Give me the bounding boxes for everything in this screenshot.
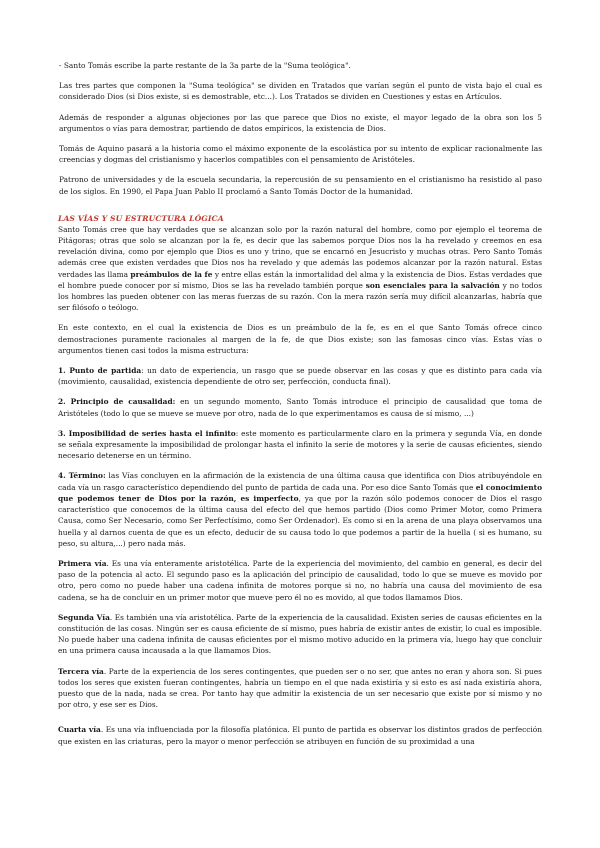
structure-step-4: 4. Término: las Vías concluyen en la afirmación de la existencia de una última causa que identifica con Dios atribuyéndole en cada vía un rasgo característico dependiendo del punto de partida de cada una. Por eso dice Santo Tomás que el conocimiento que podemos tener de Dios por la razón, es imperfecto, ya que por la razón sólo podemos conocer de Dios el rasgo característico que conocemos de la última causa del efecto del que hemos partido (Dios como Primer Motor, como Primera Causa, como Ser Necesario, como Ser Perfectísimo, como Ser Ordenador). Es como si en la arena de una playa observamos una huella y al darnos cuenta de que es un efecto, deducir de su causa todo lo que podemos a partir de la huella ( si es humano, su peso, su altura,...) pero nada más. — [58, 471, 543, 548]
structure-step-1: 1. Punto de partida: un dato de experiencia, un rasgo que se puede observar en las cosas y que es distinto para cada vía (movimiento, causalidad, existencia dependiente de otro ser, perfección, conducta final). — [58, 366, 543, 387]
section-paragraph-2: En este contexto, en el cual la existencia de Dios es un preámbulo de la fe, es en el que Santo Tomás ofrece cinco demostraciones puramente racionales al margen de la fe, de que Dios existe; son las famosas cinco vías. Estas vías o argumentos tienen casi todos la misma estructura: — [58, 323, 542, 355]
section-heading: LAS VÍAS Y SU ESTRUCTURA LÓGICA — [58, 213, 224, 223]
via-cuarta: Cuarta vía. Es una vía influenciada por la filosofía platónica. El punto de partida es observar los distintos grados de perfección que existen en las criaturas, pero la mayor o menor perfección se atribuyen en función de su proximidad a una — [58, 725, 542, 746]
intro-paragraph-5: Patrono de universidades y de la escuela secundaria, la repercusión de su pensamiento en el cristianismo ha resistido al paso de los siglos. En 1990, el Papa Juan Pablo II proclamó a Santo Tomás Doctor de la humanidad. — [59, 175, 542, 196]
intro-paragraph-3: Además de responder a algunas objeciones por las que parece que Dios no existe, el mayor legado de la obra son los 5 argumentos o vías para demostrar, partiendo de datos empíricos, la existencia de Dios. — [59, 112, 542, 133]
intro-paragraph-4: Tomás de Aquino pasará a la historia como el máximo exponente de la escolástica por su intento de explicar racionalmente las creencias y dogmas del cristianismo y hacerlos compatibles con el pensamiento de Aristóteles. — [59, 144, 542, 165]
via-tercera: Tercera vía. Parte de la experiencia de los seres contingentes, que pueden ser o no ser, que antes no eran y ahora son. Si pues todos los seres que existen fueran contingentes, habría un tiempo en el que nada existiría y si esto es así nada existiría ahora, puesto que de la nada, nada se crea. Por tanto hay que admitir la existencia de un ser necesario que existe por sí mismo y no por otro, y ese ser es Dios. — [58, 666, 542, 710]
section-paragraph-1: Santo Tomás cree que hay verdades que se alcanzan solo por la razón natural del hombre, como por ejemplo el teorema de Pitágoras; otras que solo se alcanzan por la fe, es decir que las sabemos porque Dios nos la ha revelado y creemos en esa revelación divina, como por ejemplo que Dios es uno y trino, que se encarnó en Jesucristo y muchas otras. Pero Santo Tomás además cree que existen verdades que Dios nos ha revelado y que además las podemos alcanzar por la razón natural. Estas verdades las llama preámbulos de la fe y entre ellas están la inmortalidad del alma y la existencia de Dios. Estas verdades que el hombre puede conocer por sí mismo, Dios se las ha revelado también porque son esenciales para la salvación y no todos los hombres las pueden obtener con las meras fuerzas de su razón. Con la mera razón sería muy difícil alcanzarlas, habría que ser filósofo o teólogo. — [58, 224, 542, 313]
intro-paragraph-2: Las tres partes que componen la "Suma teológica" se dividen en Tratados que varían según el punto de vista bajo el cual es considerado Dios (si Dios existe, si es demostrable, etc...). Los Tratados se dividen en Cuestiones y estas en Artículos. — [59, 81, 542, 102]
document-page — [58, 60, 542, 747]
structure-step-2: 2. Principio de causalidad: en un segundo momento, Santo Tomás introduce el principio de causalidad ​​que toma de Aristóteles (todo lo que se mueve se mueve por otro, nada de lo que experimentamos es causa de sí mismo, ...) — [58, 397, 543, 418]
structure-step-3: 3. Imposibilidad de series hasta el infinito: este momento es particularmente claro en la primera y segunda Vía, en donde se señala expresamente la imposibilidad de prolongar hasta el infinito la serie de motores y la serie de causas eficientes, siendo necesario detenerse en un término. — [58, 428, 542, 461]
intro-paragraph-1: - Santo Tomás escribe la parte restante de la 3a parte de la "Suma teológica". — [59, 61, 351, 70]
via-segunda: Segunda Vía. Es también una vía aristotélica. Parte de la experiencia de la causalidad. Existen series de causas eficientes en la constitución de las cosas. Ningún ser es causa eficiente de sí mismo, pues habría de existir antes de existir, lo cual es imposible. No puede haber una cadena infinita de causas eficientes por el mismo motivo aducido en la primera vía, luego hay que concluir en una primera causa incausada a la que llamamos Dios. — [58, 612, 542, 656]
via-primera: Primera vía. Es una vía enteramente aristotélica. Parte de la experiencia del movimiento, del cambio en general, es decir del paso de la potencia al acto. El segundo paso es la aplicación del principio de causalidad, todo lo que se mueve es movido por otro, pero como no puede haber una cadena infinita de motores porque si no, no habría una causa del movimiento de esa cadena, se ha de concluir en un primer motor que mueve pero él no es movido, al que todos llamamos Dios. — [58, 558, 542, 602]
